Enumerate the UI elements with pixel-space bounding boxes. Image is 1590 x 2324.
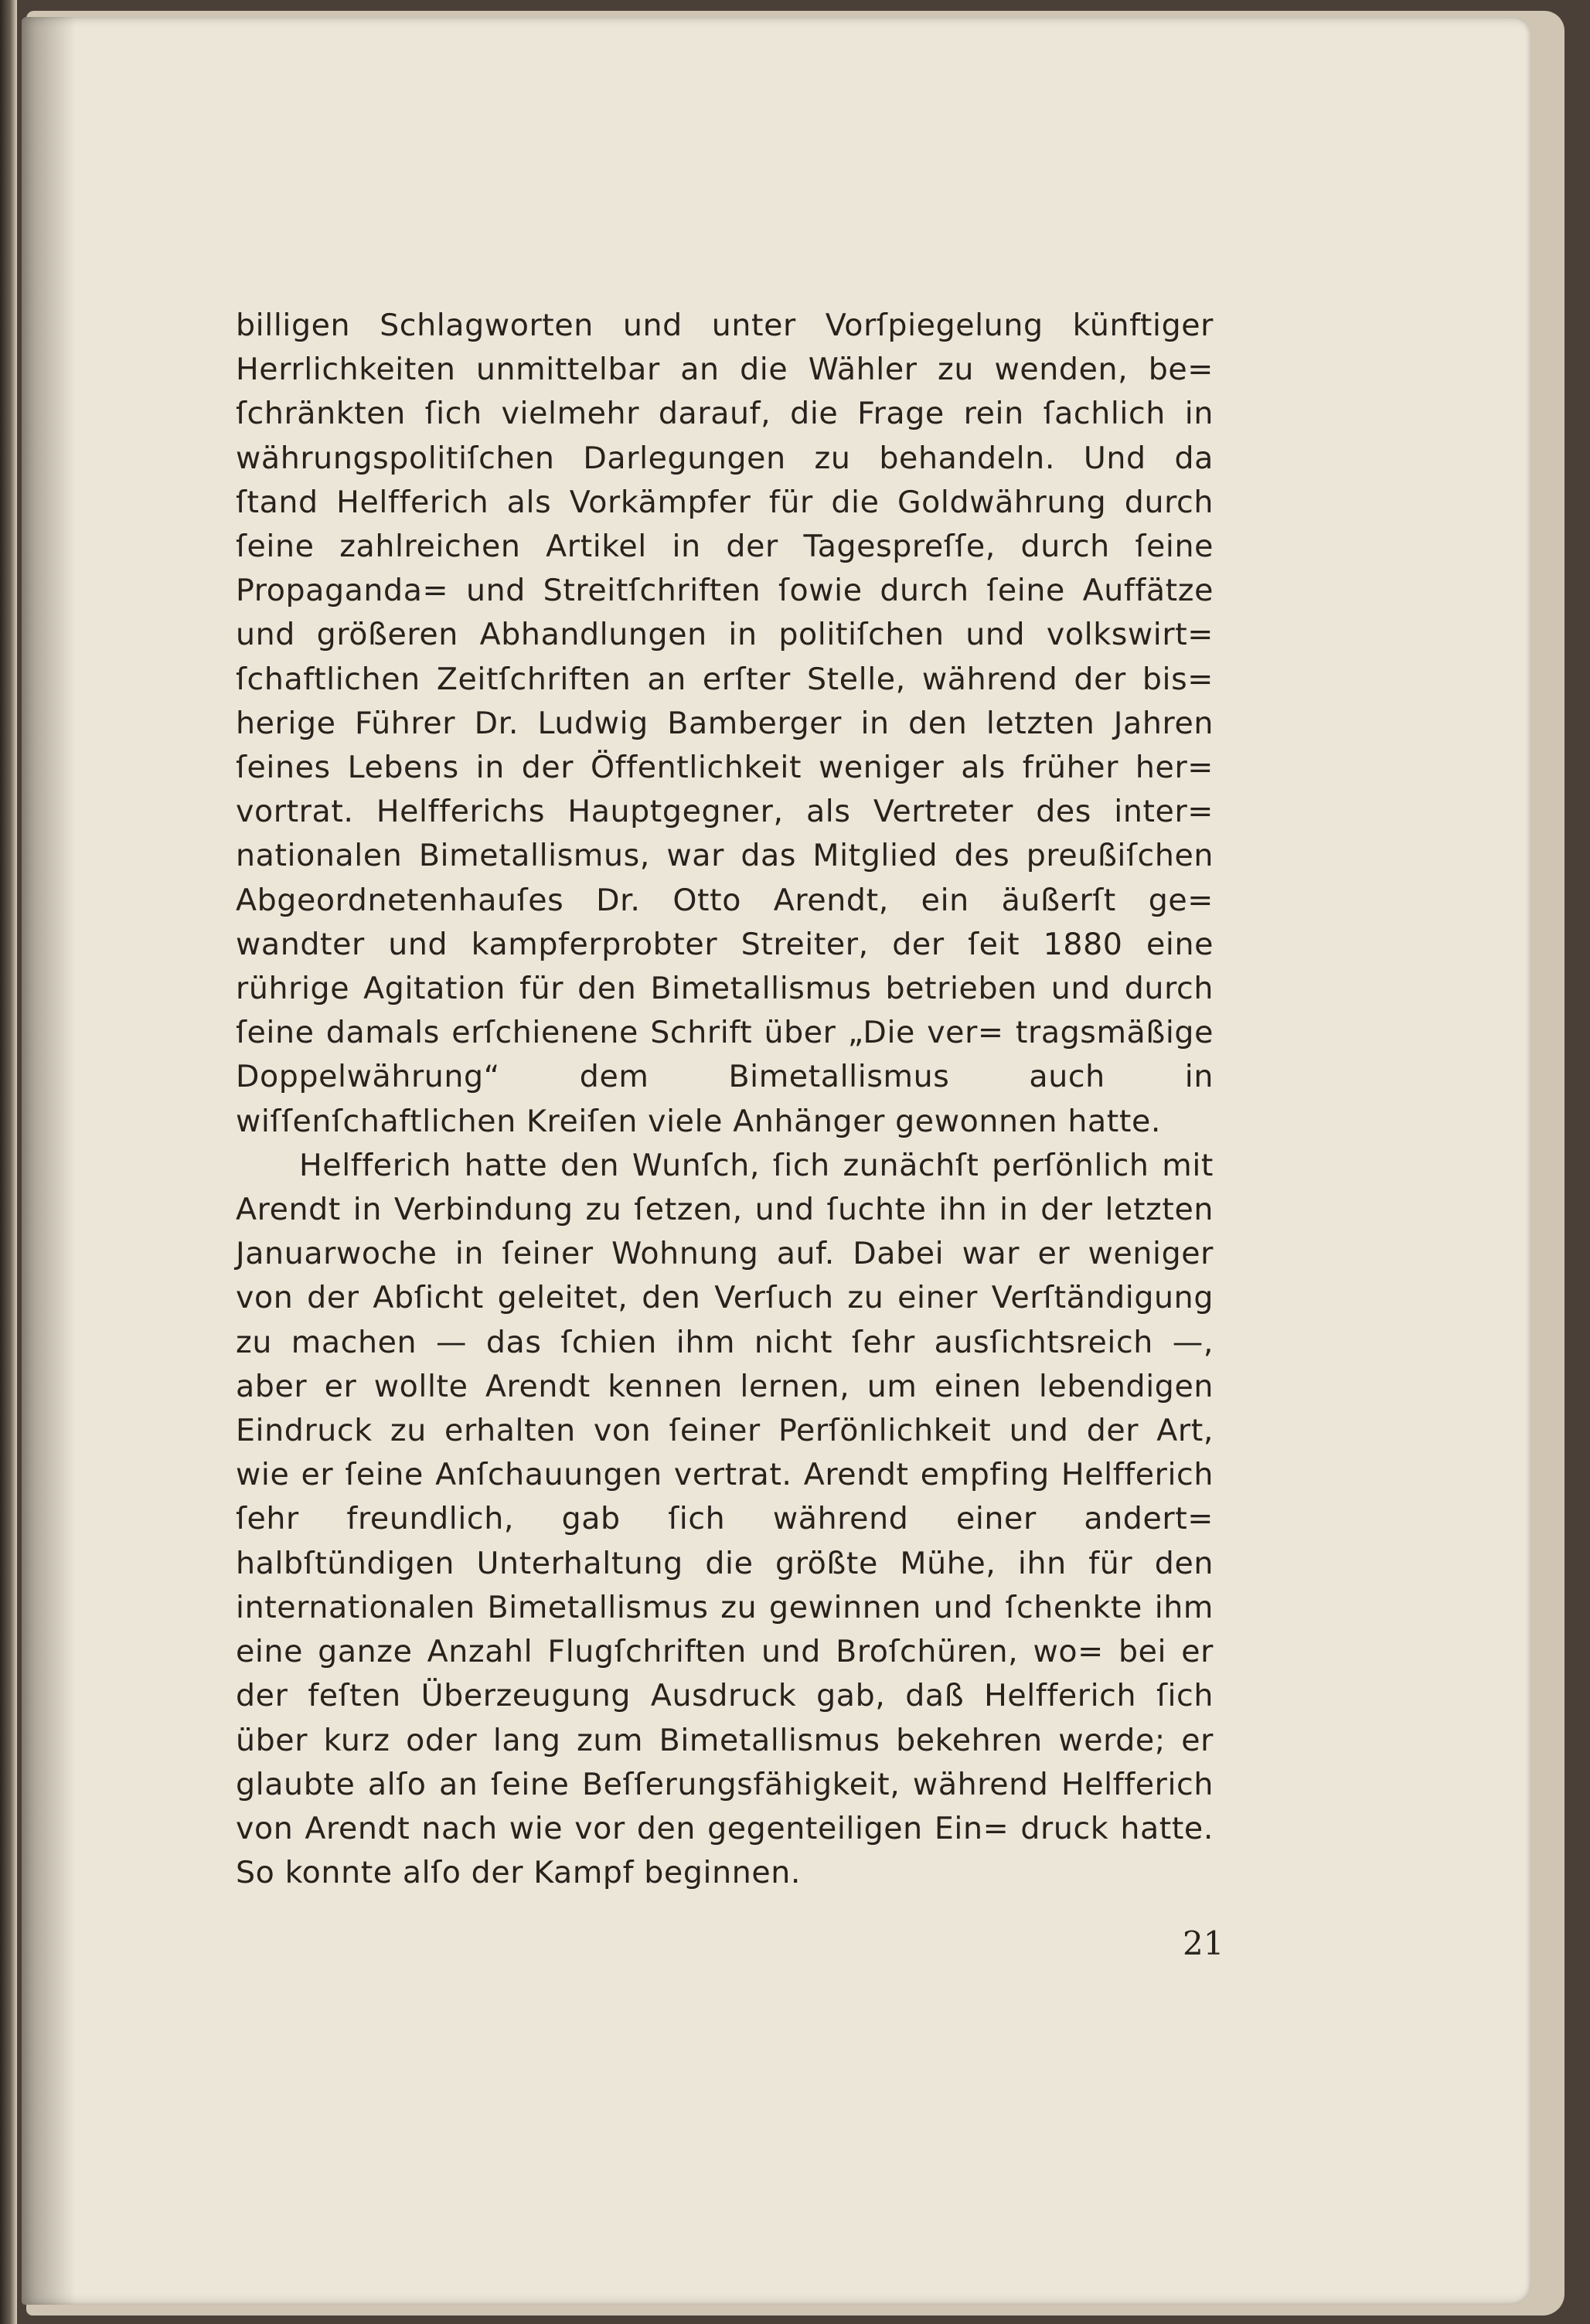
paragraph-1: billigen Schlagworten und unter Vorſpiegelung künftiger Herrlichkeiten unmittelbar an die Wähler zu wenden, be= ſchränkten ſich vielmehr darauf, die Frage rein ſachlich in währungspolitiſchen Darlegungen zu behandeln. Und da ſtand Helfferich als Vorkämpfer für die Goldwährung durch ſeine zahlreichen Artikel in der Tagespreſſe, durch ſeine Propaganda= und Streitſchriften ſowie durch ſeine Auffätze und größeren Abhandlungen in politiſchen und volkswirt= ſchaftlichen Zeitſchriften an erſter Stelle, während der bis= herige Führer Dr. Ludwig Bamberger in den letzten Jahren ſeines Lebens in der Öffentlichkeit weniger als früher her= vortrat. Helfferichs Hauptgegner, als Vertreter des inter= nationalen Bimetallismus, war das Mitglied des preußiſchen Abgeordnetenhauſes Dr. Otto Arendt, ein äußerſt ge= wandter und kampferprobter Streiter, der ſeit 1880 eine rührige Agitation für den Bimetallismus betrieben und durch ſeine damals erſchienene Schrift über „Die ver= tragsmäßige Doppelwährung“ dem Bimetallismus auch in wiſſenſchaftlichen Kreiſen viele Anhänger gewonnen hatte.	[236, 308, 1214, 1139]
previous-page-edge	[0, 0, 17, 2324]
page-number: 21	[1183, 1924, 1224, 1962]
body-text	[236, 304, 1214, 1895]
gutter-shadow	[22, 17, 76, 2305]
paragraph-2: Helfferich hatte den Wunſch, ſich zunächſt perſönlich mit Arendt in Verbindung zu ſetzen, und ſuchte ihn in der letzten Januarwoche in ſeiner Wohnung auf. Dabei war er weniger von der Abſicht geleitet, den Verſuch zu einer Verſtändigung zu machen — das ſchien ihm nicht ſehr ausſichtsreich —, aber er wollte Arendt kennen lernen, um einen lebendigen Eindruck zu erhalten von ſeiner Perſönlichkeit und der Art, wie er ſeine Anſchauungen vertrat. Arendt empfing Helfferich ſehr freundlich, gab ſich während einer andert= halbſtündigen Unterhaltung die größte Mühe, ihn für den internationalen Bimetallismus zu gewinnen und ſchenkte ihm eine ganze Anzahl Flugſchriften und Broſchüren, wo= bei er der feſten Überzeugung Ausdruck gab, daß Helfferich ſich über kurz oder lang zum Bimetallismus bekehren werde; er glaubte alſo an ſeine Beſſerungsfähigkeit, während Helfferich von Arendt nach wie vor den gegenteiligen Ein= druck hatte. So konnte alſo der Kampf beginnen.	[236, 1147, 1214, 1891]
